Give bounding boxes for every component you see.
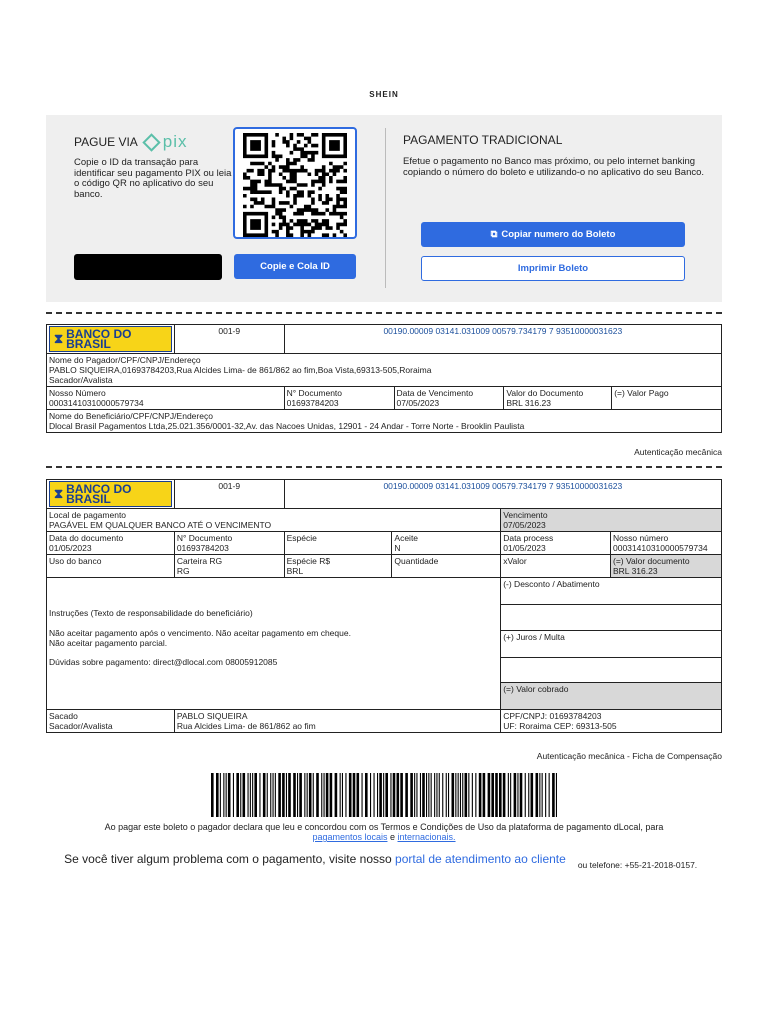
payment-place-value: PAGÁVEL EM QUALQUER BANCO ATÉ O VENCIMENTO bbox=[49, 520, 272, 530]
sacado-cpf: CPF/CNPJ: 01693784203 bbox=[503, 711, 602, 721]
slip-doc-num-cell bbox=[174, 532, 284, 555]
bank-name: BANCO DO BRASIL bbox=[66, 327, 132, 351]
doc-value-value: BRL 316.23 bbox=[506, 398, 551, 408]
cut-line-2 bbox=[46, 466, 722, 468]
payer-cell bbox=[47, 354, 722, 387]
bank-use-label: Uso do banco bbox=[49, 556, 102, 566]
carteira-value: RG bbox=[176, 566, 190, 576]
aceite-value: N bbox=[394, 543, 401, 553]
redacted-transaction-id bbox=[74, 254, 222, 280]
slip-authentication: Autenticação mecânica - Ficha de Compensação bbox=[536, 751, 722, 761]
carteira-cell bbox=[174, 555, 284, 578]
beneficiary-label: Nome do Beneficiário/CPF/CNPJ/Endereço bbox=[49, 411, 213, 421]
bank-logo-2 bbox=[49, 481, 172, 507]
empty-cell-2 bbox=[501, 658, 722, 683]
instructions-line-2: Não aceitar pagamento parcial. bbox=[49, 638, 168, 648]
nosso-numero-value: 00031410310000579734 bbox=[49, 398, 144, 408]
due-value: 07/05/2023 bbox=[503, 520, 546, 530]
pix-diamond-icon bbox=[142, 133, 160, 151]
bank-mark-icon: ⧗ bbox=[54, 331, 64, 346]
beneficiary-value: Dlocal Brasil Pagamentos Ltda,25.021.356/0001-32,Av. das Nacoes Unidas, 12901 - 24 Andar - Torre Norte - Brooklin Paulista bbox=[49, 421, 525, 431]
slip-doc-num-value: 01693784203 bbox=[176, 543, 229, 553]
support-portal-link[interactable]: portal de atendimento ao cliente bbox=[395, 852, 566, 866]
aceite-cell bbox=[392, 532, 501, 555]
beneficiary-cell bbox=[47, 410, 722, 433]
bank-number-2: 001-9 bbox=[174, 480, 284, 509]
international-payments-link[interactable]: internacionais. bbox=[397, 832, 456, 842]
pix-title-prefix: PAGUE VIA bbox=[74, 135, 138, 149]
instructions-line-3: Dúvidas sobre pagamento: direct@dlocal.com 08005912085 bbox=[49, 657, 278, 667]
carteira-label: Carteira RG bbox=[176, 556, 223, 566]
digitable-line-2: 00190.00009 03141.031009 00579.734179 7 93510000031623 bbox=[284, 480, 721, 509]
sacado-label-cell bbox=[47, 710, 175, 733]
instructions-cell bbox=[47, 578, 501, 710]
nosso-numero-value-2: 00031410310000579734 bbox=[613, 543, 708, 553]
traditional-title: PAGAMENTO TRADICIONAL bbox=[403, 133, 563, 147]
pix-qr-code bbox=[233, 127, 357, 239]
especie-label: Espécie bbox=[286, 533, 317, 543]
due-cell bbox=[501, 509, 722, 532]
doc-value-value-2: BRL 316.23 bbox=[613, 566, 658, 576]
especie-cell bbox=[284, 532, 392, 555]
qr-code-icon bbox=[243, 133, 347, 237]
bank-number: 001-9 bbox=[174, 325, 284, 354]
doc-date-value: 01/05/2023 bbox=[49, 543, 92, 553]
footer-and: e bbox=[387, 832, 398, 842]
vertical-divider bbox=[385, 128, 386, 288]
nosso-numero-label-2: Nosso número bbox=[613, 533, 669, 543]
due-date-label: Data de Vencimento bbox=[396, 388, 474, 398]
empty-cell-1 bbox=[501, 605, 722, 631]
print-boleto-button[interactable]: Imprimir Boleto bbox=[421, 256, 685, 281]
doc-date-cell bbox=[47, 532, 175, 555]
discount-label: (-) Desconto / Abatimento bbox=[503, 579, 600, 589]
bank-logo bbox=[49, 326, 172, 352]
doc-num-label: N° Documento bbox=[286, 388, 343, 398]
nosso-numero-label: Nosso Número bbox=[49, 388, 106, 398]
sacado-name: PABLO SIQUEIRA bbox=[176, 711, 248, 721]
doc-num-cell bbox=[284, 387, 394, 410]
doc-value-label-2: (=) Valor documento bbox=[613, 556, 690, 566]
traditional-description: Efetue o pagamento no Banco mas próximo, ou pelo internet banking copiando o número do boleto e utilizando-o no aplicativo do seu Banco. bbox=[403, 156, 705, 178]
sacado-address: Rua Alcides Lima- de 861/862 ao fim bbox=[176, 721, 316, 731]
paid-value-label: (=) Valor Pago bbox=[614, 388, 669, 398]
especie-rs-cell bbox=[284, 555, 392, 578]
receipt-authentication: Autenticação mecânica bbox=[634, 447, 722, 457]
process-date-value: 01/05/2023 bbox=[503, 543, 546, 553]
due-date-cell bbox=[394, 387, 504, 410]
charged-value-label: (=) Valor cobrado bbox=[503, 684, 569, 694]
bank-logo-cell bbox=[47, 325, 175, 354]
help-text bbox=[60, 851, 570, 868]
nosso-numero-cell bbox=[47, 387, 285, 410]
doc-value-label: Valor do Documento bbox=[506, 388, 584, 398]
sacado-info-cell bbox=[174, 710, 500, 733]
brand-logo: SHEIN bbox=[369, 90, 399, 99]
slip-sacador-label: Sacador/Avalista bbox=[49, 721, 113, 731]
copy-icon: ⧉ bbox=[490, 229, 498, 240]
payment-place-label: Local de pagamento bbox=[49, 510, 127, 520]
bank-logo-cell-2 bbox=[47, 480, 175, 509]
pix-logo bbox=[142, 132, 188, 152]
copy-boleto-number-button[interactable] bbox=[421, 222, 685, 247]
compensation-slip bbox=[46, 479, 722, 733]
especie-rs-value: BRL bbox=[286, 566, 304, 576]
bank-mark-icon-2: ⧗ bbox=[54, 486, 64, 501]
help-text-prefix: Se você tiver algum problema com o pagamento, visite nosso bbox=[64, 852, 396, 866]
quantidade-label: Quantidade bbox=[394, 556, 439, 566]
especie-rs-label: Espécie R$ bbox=[286, 556, 331, 566]
payer-value: PABLO SIQUEIRA,01693784203,Rua Alcides Lima- de 861/862 ao fim,Boa Vista,69313-505,Roraima bbox=[49, 365, 432, 375]
doc-date-label: Data do documento bbox=[49, 533, 124, 543]
nosso-numero-cell-2 bbox=[611, 532, 722, 555]
copy-boleto-label: Copiar numero do Boleto bbox=[501, 229, 616, 240]
bank-name-2: BANCO DO BRASIL bbox=[66, 482, 132, 506]
sacado-doc-cell bbox=[501, 710, 722, 733]
local-payments-link[interactable]: pagamentos locais bbox=[312, 832, 388, 842]
sacador-label: Sacador/Avalista bbox=[49, 375, 113, 385]
process-date-label: Data process bbox=[503, 533, 554, 543]
discount-cell bbox=[501, 578, 722, 605]
pix-title bbox=[74, 132, 188, 152]
doc-num-value: 01693784203 bbox=[286, 398, 339, 408]
copy-pix-id-button[interactable]: Copie e Cola ID bbox=[234, 254, 356, 279]
interest-label: (+) Juros / Multa bbox=[503, 632, 565, 642]
xvalor-label: xValor bbox=[503, 556, 527, 566]
quantidade-cell bbox=[392, 555, 501, 578]
due-label: Vencimento bbox=[503, 510, 548, 520]
pix-description: Copie o ID da transação para identificar seu pagamento PIX ou leia o código QR no aplicativo do seu banco. bbox=[74, 157, 232, 200]
due-date-value: 07/05/2023 bbox=[396, 398, 440, 408]
aceite-label: Aceite bbox=[394, 533, 419, 543]
doc-value-cell-2 bbox=[611, 555, 722, 578]
cut-line bbox=[46, 312, 722, 314]
barcode-icon bbox=[211, 773, 559, 817]
pix-logo-text: pix bbox=[162, 132, 188, 151]
sacado-label: Sacado bbox=[49, 711, 78, 721]
payment-place-cell bbox=[47, 509, 501, 532]
footer-note-text: Ao pagar este boleto o pagador declara que leu e concordou com os Termos e Condições de Uso da plataforma de pagamento dLocal, para bbox=[104, 822, 664, 832]
digitable-line: 00190.00009 03141.031009 00579.734179 7 93510000031623 bbox=[284, 325, 721, 354]
interest-cell bbox=[501, 631, 722, 658]
instructions-title: Instruções (Texto de responsabilidade do beneficiário) bbox=[49, 608, 253, 618]
payer-label: Nome do Pagador/CPF/CNPJ/Endereço bbox=[49, 355, 201, 365]
slip-doc-num-label: N° Documento bbox=[176, 533, 233, 543]
footer-note bbox=[46, 822, 722, 842]
bank-use-cell bbox=[47, 555, 175, 578]
instructions-line-1: Não aceitar pagamento após o vencimento. Não aceitar pagamento em cheque. bbox=[49, 628, 351, 638]
charged-value-cell bbox=[501, 683, 722, 710]
sacado-uf: UF: Roraima CEP: 69313-505 bbox=[503, 721, 617, 731]
paid-value-cell bbox=[612, 387, 722, 410]
process-date-cell bbox=[501, 532, 611, 555]
support-phone: ou telefone: +55-21-2018-0157. bbox=[577, 860, 698, 870]
doc-value-cell bbox=[504, 387, 612, 410]
xvalor-cell bbox=[501, 555, 611, 578]
payer-receipt bbox=[46, 324, 722, 433]
